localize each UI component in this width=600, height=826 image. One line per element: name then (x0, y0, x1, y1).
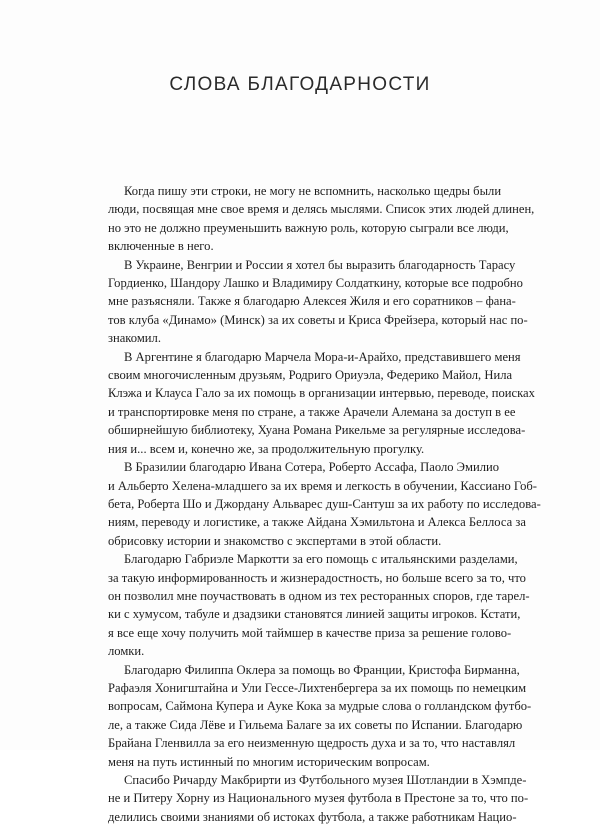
page-body (108, 182, 541, 826)
text-line: делились своими знаниями об истоках футбола, а также работникам Нацио- (108, 809, 517, 824)
text-line: я все еще хочу получить мой таймшер в качестве приза за решение голово- (108, 625, 512, 640)
text-line: обрисовку истории и знакомство с экспертами в этой области. (108, 533, 442, 548)
paragraph (108, 458, 541, 550)
paragraph (108, 256, 528, 348)
text-line: он позволил мне поучаствовать в одном из тех ресторанных споров, где тарел- (108, 588, 530, 603)
text-line: вопросам, Саймона Купера и Ауке Кока за мудрые слова о голландском футбо- (108, 699, 532, 714)
text-line: В Бразилии благодарю Ивана Сотера, Роберто Ассафа, Паоло Эмилио (124, 460, 500, 475)
text-line: В Украине, Венгрии и России я хотел бы выразить благодарность Тарасу (124, 257, 516, 272)
text-line: ния и... всем и, конечно же, за продолжительную прогулку. (108, 441, 425, 456)
text-line: Рафаэля Хонигштайна и Ули Гессе-Лихтенбергера за их помощь по немецким (108, 680, 527, 695)
text-line: Благодарю Габриэле Маркотти за его помощь с итальянскими разделами, (124, 552, 518, 567)
text-line: Благодарю Филиппа Оклера за помощь во Франции, Кристофа Бирманна, (124, 662, 520, 677)
text-line: бета, Роберта Шо и Джордану Альварес душ-Сантуш за их работу по исследова- (108, 496, 541, 511)
text-line: обширнейшую библиотеку, Хуана Романа Рикельме за регулярные исследова- (108, 423, 526, 438)
paragraph (108, 182, 535, 256)
text-line: Гордиенко, Шандору Лашко и Владимиру Солдаткину, которые все подробно (108, 276, 523, 291)
text-line: ки с хумусом, табуле и дзадзики становятся линией защиты игроков. Кстати, (108, 607, 521, 622)
text-line: за такую информированность и жизнерадостность, но больше всего за то, что (108, 570, 526, 585)
text-line: В Аргентине я благодарю Марчела Мора-и-Арайхо, представившего меня (124, 349, 521, 364)
text-line: ле, а также Сида Лёве и Гильема Балаге за их советы по Испании. Благодарю (108, 717, 523, 732)
paragraph (108, 550, 530, 660)
paragraph (108, 661, 532, 771)
text-line: включенные в него. (108, 239, 214, 254)
text-line: Спасибо Ричарду Макбрирти из Футбольного музея Шотландии в Хэмпде- (124, 773, 527, 787)
paragraph (108, 771, 529, 826)
text-line: Клэжа и Клауса Гало за их помощь в организации интервью, переводе, поисках (108, 386, 535, 401)
text-line: Когда пишу эти строки, не могу не вспомнить, насколько щедры были (124, 184, 502, 198)
text-line: не и Питеру Хорну из Национального музея футбола в Престоне за то, что по- (108, 791, 529, 806)
text-line: мне разъясняли. Также я благодарю Алексея Жиля и его соратников – фана- (108, 294, 516, 309)
text-line: и Альберто Хелена-младшего за их время и легкость в обучении, Кассиано Гоб- (108, 478, 537, 493)
page-title: СЛОВА БЛАГОДАРНОСТИ (169, 74, 431, 95)
text-line: знакомил. (108, 331, 161, 346)
text-line: и транспортировке меня по стране, а также Арачели Алемана за доступ в ее (108, 404, 516, 419)
text-line: ломки. (108, 644, 145, 659)
text-line: ниям, переводу и логистике, а также Айдана Хэмильтона и Алекса Беллоса за (108, 515, 526, 530)
text-line: тов клуба «Динамо» (Минск) за их советы и Криса Фрейзера, который нас по- (108, 312, 528, 327)
text-line: люди, посвящая мне свое время и делясь мыслями. Список этих людей длинен, (108, 202, 535, 217)
text-line: своим многочисленным друзьям, Родриго Ориуэла, Федерико Майол, Нила (108, 368, 513, 383)
text-line: меня на путь истинный по многим историческим вопросам. (108, 754, 430, 769)
text-line: Брайана Гленвилла за его неизменную щедрость духа и за то, что наставлял (108, 736, 516, 751)
text-line: но это не должно преуменьшить важную роль, которую сыграли все люди, (108, 220, 509, 235)
paragraph (108, 348, 535, 458)
